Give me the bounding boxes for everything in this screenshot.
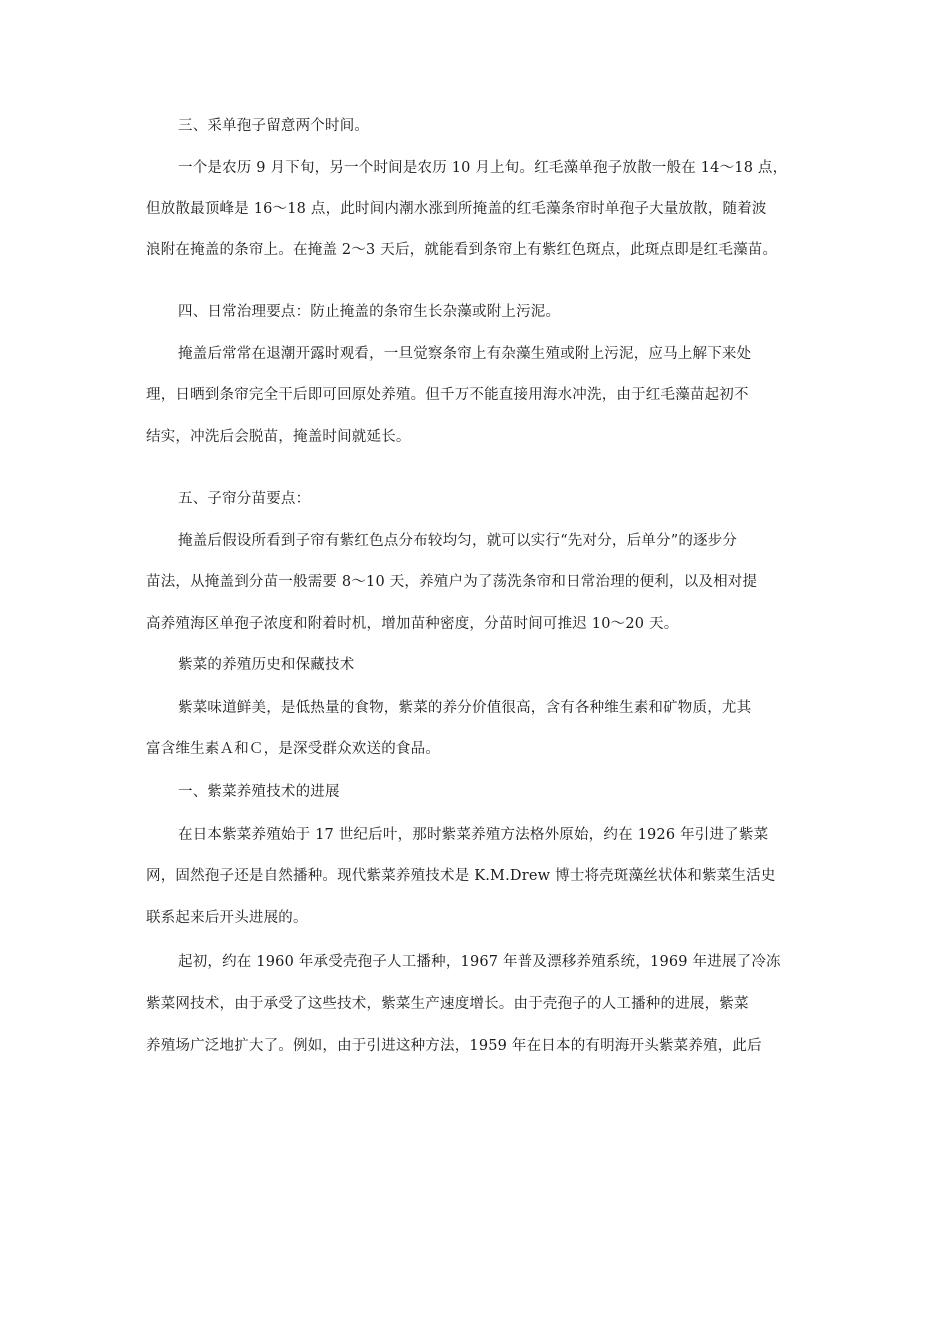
section-4-line-3: 结实，冲洗后会脱苗，掩盖时间就延长。: [146, 429, 411, 445]
section-5-heading: 五、子帘分苗要点：: [178, 491, 311, 507]
section-4-line-1: 掩盖后常常在退潮开露时观看，一旦觉察条帘上有杂藻生殖或附上污泥，应马上解下来处: [178, 346, 752, 362]
para-2-line-1: 起初，约在 1960 年承受壳孢子人工播种，1967 年普及漂移养殖系统，1969 年进展了冷冻: [178, 954, 781, 970]
section-4-line-2: 理，日晒到条帘完全干后即可回原处养殖。但千万不能直接用海水冲洗，由于红毛藻苗起初不: [146, 387, 749, 403]
article-title: 紫菜的养殖历史和保藏技术: [178, 657, 355, 673]
section-3-line-3: 浪附在掩盖的条帘上。在掩盖 2～3 天后，就能看到条帘上有紫红色斑点，此斑点即是红毛藻苗。: [146, 242, 778, 258]
article-intro-line-2: 富含维生素Ａ和Ｃ，是深受群众欢送的食品。: [146, 741, 440, 757]
para-1-line-3: 联系起来后开头进展的。: [146, 910, 308, 926]
para-2-line-3: 养殖场广泛地扩大了。例如，由于引进这种方法，1959 年在日本的有明海开头紫菜养殖，此后: [146, 1038, 762, 1054]
section-3-line-1: 一个是农历 9 月下旬，另一个时间是农历 10 月上旬。红毛藻单孢子放散一般在 14～18 点，: [178, 160, 788, 176]
para-2-line-2: 紫菜网技术，由于承受了这些技术，紫菜生产速度增长。由于壳孢子的人工播种的进展，紫菜: [146, 996, 749, 1012]
section-5-line-2: 苗法，从掩盖到分苗一般需要 8～10 天，养殖户为了荡洗条帘和日常治理的便利，以及相对提: [146, 574, 758, 590]
para-1-line-1: 在日本紫菜养殖始于 17 世纪后叶，那时紫菜养殖方法格外原始，约在 1926 年引进了紫菜: [178, 827, 769, 843]
section-4-heading: 四、日常治理要点：防止掩盖的条帘生长杂藻或附上污泥。: [178, 304, 561, 320]
subsection-1-heading: 一、紫菜养殖技术的进展: [178, 784, 340, 800]
article-intro-line-1: 紫菜味道鲜美，是低热量的食物，紫菜的养分价值很高，含有各种维生素和矿物质，尤其: [178, 700, 752, 716]
section-5-line-3: 高养殖海区单孢子浓度和附着时机，增加苗种密度，分苗时间可推迟 10～20 天。: [146, 616, 679, 632]
section-3-heading: 三、采单孢子留意两个时间。: [178, 118, 370, 134]
section-3-line-2: 但放散最顶峰是 16～18 点，此时间内潮水涨到所掩盖的红毛藻条帘时单孢子大量放散，随着波: [146, 201, 767, 217]
section-5-line-1: 掩盖后假设所看到子帘有紫红色点分布较均匀，就可以实行“先对分，后单分”的逐步分: [178, 533, 738, 549]
para-1-line-2: 网，固然孢子还是自然播种。现代紫菜养殖技术是 K.M.Drew 博士将壳斑藻丝状体和紫菜生活史: [146, 868, 776, 884]
